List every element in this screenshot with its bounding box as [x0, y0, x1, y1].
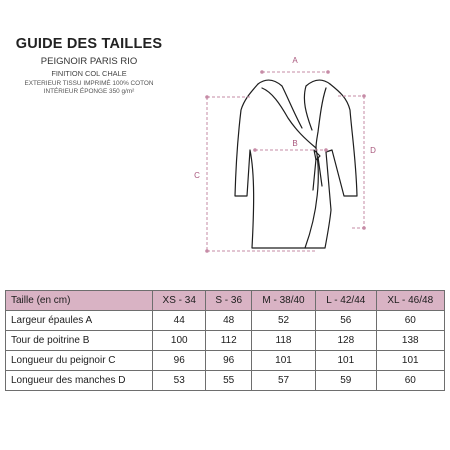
table-row: [6, 311, 445, 331]
wrap-edge: [305, 148, 318, 248]
table-cell: 60: [376, 311, 445, 331]
table-row: [6, 331, 445, 351]
finish-text: FINITION COL CHALE: [51, 69, 127, 78]
label-a: A: [292, 56, 298, 65]
column-header: S - 36: [206, 291, 251, 311]
row-label: Longueur des manches D: [6, 371, 153, 391]
column-header: XS - 34: [153, 291, 206, 311]
size-table: [5, 290, 445, 391]
robe-body-outline: [235, 84, 357, 248]
table-cell: 52: [251, 311, 315, 331]
table-cell: 118: [251, 331, 315, 351]
page-title: GUIDE DES TAILLES: [15, 36, 163, 52]
material-outer: EXTERIEUR TISSU IMPRIMÉ 100% COTON: [24, 80, 154, 87]
collar-inner-right: [316, 88, 326, 148]
table-cell: 100: [153, 331, 206, 351]
material-inner: INTÉRIEUR ÉPONGE 350 g/m²: [43, 88, 135, 95]
shawl-collar-left: [258, 80, 302, 128]
label-c: C: [194, 171, 200, 180]
bathrobe-drawing: [235, 80, 357, 248]
column-header: Taille (en cm): [6, 291, 153, 311]
table-cell: 138: [376, 331, 445, 351]
table-row: [6, 371, 445, 391]
table-cell: 53: [153, 371, 206, 391]
dimension-ends: [205, 70, 366, 253]
table-cell: 56: [316, 311, 376, 331]
row-label: Tour de poitrine B: [6, 331, 153, 351]
label-b: B: [292, 139, 298, 148]
table-cell: 101: [316, 351, 376, 371]
column-header: L - 42/44: [316, 291, 376, 311]
table-header-row: [6, 291, 445, 311]
table-cell: 101: [376, 351, 445, 371]
column-header: XL - 46/48: [376, 291, 445, 311]
table-cell: 128: [316, 331, 376, 351]
row-label: Largeur épaules A: [6, 311, 153, 331]
table-cell: 44: [153, 311, 206, 331]
table-cell: 60: [376, 371, 445, 391]
dimension-guides: [207, 72, 364, 251]
label-d: D: [370, 146, 376, 155]
table-cell: 57: [251, 371, 315, 391]
table-cell: 48: [206, 311, 251, 331]
table-cell: 112: [206, 331, 251, 351]
row-label: Longueur du peignoir C: [6, 351, 153, 371]
column-header: M - 38/40: [251, 291, 315, 311]
table-row: [6, 351, 445, 371]
table-cell: 96: [206, 351, 251, 371]
table-cell: 55: [206, 371, 251, 391]
belt-tie-2: [313, 159, 316, 190]
table-cell: 59: [316, 371, 376, 391]
table-cell: 96: [153, 351, 206, 371]
product-name: PEIGNOIR PARIS RIO: [40, 56, 138, 67]
table-cell: 101: [251, 351, 315, 371]
